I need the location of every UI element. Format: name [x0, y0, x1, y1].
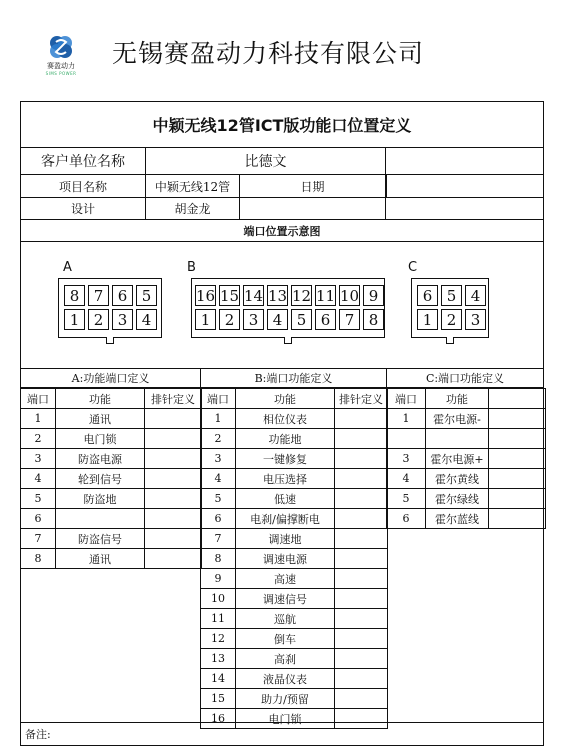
- pin-a-top: 8: [64, 285, 85, 306]
- table-row: [201, 609, 388, 629]
- doc-title: 中颖无线12管ICT版功能口位置定义: [152, 116, 412, 135]
- pin-b-bottom: 8: [363, 309, 384, 330]
- table-cell: 3: [387, 449, 426, 469]
- table-cell: 4: [387, 469, 426, 489]
- pin-b-top: 16: [195, 286, 216, 305]
- table-cell: 相位仪表: [236, 409, 335, 429]
- section-b-table: [200, 388, 388, 729]
- section-a-table: [20, 388, 202, 569]
- connector-a: [58, 278, 162, 338]
- table-cell: [335, 689, 388, 709]
- pin-b-top: 15: [219, 286, 240, 305]
- pin-c-bottom: 2: [441, 309, 462, 330]
- table-cell: [335, 669, 388, 689]
- column-header: [489, 389, 546, 409]
- connector-c-label: C: [408, 260, 418, 275]
- table-cell: [426, 429, 489, 449]
- table-cell: 2: [21, 429, 56, 449]
- table-cell: 6: [201, 509, 236, 529]
- table-cell: 12: [201, 629, 236, 649]
- pin-c-top: 4: [465, 285, 486, 306]
- column-header: 功能: [426, 389, 489, 409]
- letterhead: [0, 0, 561, 100]
- table-cell: 5: [201, 489, 236, 509]
- pin-b-top: 11: [315, 286, 336, 305]
- table-row: [387, 429, 546, 449]
- table-cell: 6: [21, 509, 56, 529]
- definition-sheet: [20, 101, 544, 746]
- pin-a-top: 6: [112, 285, 133, 306]
- table-row: [387, 489, 546, 509]
- table-cell: 通讯: [56, 549, 145, 569]
- pin-c-bottom: 3: [465, 309, 486, 330]
- table-row: [201, 469, 388, 489]
- table-row: [21, 549, 202, 569]
- connector-b-label: B: [187, 260, 196, 275]
- table-cell: [145, 449, 202, 469]
- table-cell: [489, 469, 546, 489]
- project-value: 中颖无线12管: [146, 175, 240, 197]
- design-row: [21, 198, 543, 220]
- table-cell: [489, 509, 546, 529]
- diagram-title: 端口位置示意图: [243, 224, 321, 238]
- pin-a-top: 7: [88, 285, 109, 306]
- table-cell: [489, 409, 546, 429]
- table-row: [201, 449, 388, 469]
- remark-row: [21, 722, 543, 745]
- connector-b: [191, 278, 385, 338]
- table-cell: 低速: [236, 489, 335, 509]
- pin-a-bottom: 3: [112, 309, 133, 330]
- table-cell: 16: [201, 709, 236, 729]
- table-cell: [145, 489, 202, 509]
- table-cell: [489, 489, 546, 509]
- column-header: 端口: [387, 389, 426, 409]
- table-cell: 10: [201, 589, 236, 609]
- pin-c-top: 6: [417, 285, 438, 306]
- table-cell: [335, 429, 388, 449]
- design-label: 设计: [21, 198, 146, 219]
- design-empty: [240, 198, 386, 219]
- table-cell: [335, 469, 388, 489]
- table-cell: 功能地: [236, 429, 335, 449]
- table-row: [21, 469, 202, 489]
- table-cell: [335, 409, 388, 429]
- table-cell: [335, 629, 388, 649]
- table-cell: [335, 589, 388, 609]
- table-cell: 液晶仪表: [236, 669, 335, 689]
- table-cell: 霍尔电源-: [426, 409, 489, 429]
- column-header: 功能: [236, 389, 335, 409]
- section-a-title: A:功能端口定义: [21, 369, 201, 388]
- diagram-title-row: [21, 220, 543, 242]
- table-cell: [335, 509, 388, 529]
- table-row: [21, 529, 202, 549]
- pin-b-top: 9: [363, 285, 384, 306]
- table-cell: 7: [21, 529, 56, 549]
- logo-mark-icon: [48, 34, 74, 60]
- connector-latch-icon: [284, 337, 292, 344]
- project-label: 项目名称: [21, 175, 146, 197]
- table-header-row: [387, 389, 546, 409]
- table-cell: [335, 449, 388, 469]
- table-row: [201, 669, 388, 689]
- section-c-title: C:端口功能定义: [387, 369, 543, 388]
- table-row: [387, 469, 546, 489]
- section-b-title: B:端口功能定义: [201, 369, 387, 388]
- table-row: [387, 449, 546, 469]
- pin-c-top: 5: [441, 285, 462, 306]
- table-cell: 霍尔黄线: [426, 469, 489, 489]
- customer-row: [21, 148, 543, 175]
- pin-a-bottom: 2: [88, 309, 109, 330]
- table-cell: 倒车: [236, 629, 335, 649]
- table-cell: 电门锁: [56, 429, 145, 449]
- customer-label: 客户单位名称: [21, 148, 146, 174]
- logo-text-cn: 赛盈动力: [47, 62, 75, 70]
- table-cell: 4: [201, 469, 236, 489]
- table-row: [21, 429, 202, 449]
- table-row: [201, 649, 388, 669]
- table-header-row: [201, 389, 388, 409]
- table-cell: 13: [201, 649, 236, 669]
- table-cell: 轮到信号: [56, 469, 145, 489]
- table-row: [387, 509, 546, 529]
- table-row: [201, 549, 388, 569]
- table-row: [201, 429, 388, 449]
- table-cell: 高刹: [236, 649, 335, 669]
- project-row: [21, 175, 543, 198]
- table-cell: 霍尔蓝线: [426, 509, 489, 529]
- pin-a-bottom: 4: [136, 309, 157, 330]
- date-label: 日期: [240, 175, 386, 197]
- table-cell: 一键修复: [236, 449, 335, 469]
- table-cell: 电门锁: [236, 709, 335, 729]
- table-cell: 1: [201, 409, 236, 429]
- table-cell: 4: [21, 469, 56, 489]
- design-value: 胡金龙: [146, 198, 240, 219]
- table-cell: [145, 509, 202, 529]
- table-cell: 霍尔绿线: [426, 489, 489, 509]
- table-cell: 防盗信号: [56, 529, 145, 549]
- table-row: [201, 489, 388, 509]
- table-cell: [387, 429, 426, 449]
- table-cell: 7: [201, 529, 236, 549]
- table-cell: [145, 429, 202, 449]
- pin-b-bottom: 7: [339, 309, 360, 330]
- table-cell: 电刹/偏撑断电: [236, 509, 335, 529]
- column-header: 功能: [56, 389, 145, 409]
- table-cell: [335, 649, 388, 669]
- table-cell: 15: [201, 689, 236, 709]
- table-row: [201, 629, 388, 649]
- table-row: [201, 569, 388, 589]
- table-cell: [145, 529, 202, 549]
- table-cell: [335, 489, 388, 509]
- table-cell: 3: [201, 449, 236, 469]
- column-header: 端口: [21, 389, 56, 409]
- table-cell: [335, 569, 388, 589]
- pin-b-top: 12: [291, 286, 312, 305]
- date-value: [386, 175, 387, 197]
- table-cell: [145, 409, 202, 429]
- table-cell: 调速电源: [236, 549, 335, 569]
- table-row: [201, 409, 388, 429]
- pin-b-bottom: 1: [195, 309, 216, 330]
- table-cell: 14: [201, 669, 236, 689]
- table-cell: 1: [21, 409, 56, 429]
- pin-b-bottom: 5: [291, 309, 312, 330]
- column-header: 排针定义: [335, 389, 388, 409]
- table-cell: 通讯: [56, 409, 145, 429]
- logo-text-en: SIMS POWER: [45, 71, 77, 76]
- table-cell: 3: [21, 449, 56, 469]
- table-cell: 2: [201, 429, 236, 449]
- table-cell: [145, 549, 202, 569]
- table-cell: [56, 509, 145, 529]
- table-cell: [489, 429, 546, 449]
- table-cell: 1: [387, 409, 426, 429]
- table-cell: 9: [201, 569, 236, 589]
- connector-a-label: A: [63, 260, 72, 275]
- port-diagram: [21, 242, 543, 369]
- table-cell: 8: [201, 549, 236, 569]
- table-cell: 电压选择: [236, 469, 335, 489]
- table-cell: 助力/预留: [236, 689, 335, 709]
- pin-b-top: 10: [339, 286, 360, 305]
- table-row: [21, 409, 202, 429]
- table-row: [201, 589, 388, 609]
- connector-latch-icon: [446, 337, 454, 344]
- pin-b-bottom: 4: [267, 309, 288, 330]
- title-row: [21, 102, 543, 148]
- table-cell: [489, 449, 546, 469]
- company-logo: [38, 34, 84, 84]
- table-cell: [335, 609, 388, 629]
- table-cell: [335, 529, 388, 549]
- table-header-row: [21, 389, 202, 409]
- connector-latch-icon: [106, 337, 114, 344]
- table-row: [21, 509, 202, 529]
- table-cell: 霍尔电源+: [426, 449, 489, 469]
- table-cell: 11: [201, 609, 236, 629]
- column-header: 端口: [201, 389, 236, 409]
- remark-label: 备注:: [25, 728, 51, 741]
- table-row: [21, 449, 202, 469]
- pin-b-bottom: 3: [243, 309, 264, 330]
- table-cell: 6: [387, 509, 426, 529]
- table-cell: 调速地: [236, 529, 335, 549]
- table-cell: 5: [21, 489, 56, 509]
- pin-c-bottom: 1: [417, 309, 438, 330]
- company-name: 无锡赛盈动力科技有限公司: [112, 39, 425, 68]
- pin-b-top: 14: [243, 286, 264, 305]
- table-cell: 高速: [236, 569, 335, 589]
- section-c-table: [386, 388, 546, 529]
- customer-value: 比德文: [146, 148, 386, 174]
- table-cell: 5: [387, 489, 426, 509]
- table-row: [201, 689, 388, 709]
- pin-a-bottom: 1: [64, 309, 85, 330]
- table-row: [387, 409, 546, 429]
- table-cell: 防盗地: [56, 489, 145, 509]
- pin-b-top: 13: [267, 286, 288, 305]
- pin-b-bottom: 2: [219, 309, 240, 330]
- table-cell: 防盗电源: [56, 449, 145, 469]
- table-row: [201, 509, 388, 529]
- column-header: 排针定义: [145, 389, 202, 409]
- table-cell: 8: [21, 549, 56, 569]
- table-row: [201, 529, 388, 549]
- table-cell: [335, 549, 388, 569]
- pin-a-top: 5: [136, 285, 157, 306]
- table-cell: 巡航: [236, 609, 335, 629]
- table-cell: 调速信号: [236, 589, 335, 609]
- table-row: [21, 489, 202, 509]
- pin-b-bottom: 6: [315, 309, 336, 330]
- connector-c: [411, 278, 489, 338]
- table-cell: [145, 469, 202, 489]
